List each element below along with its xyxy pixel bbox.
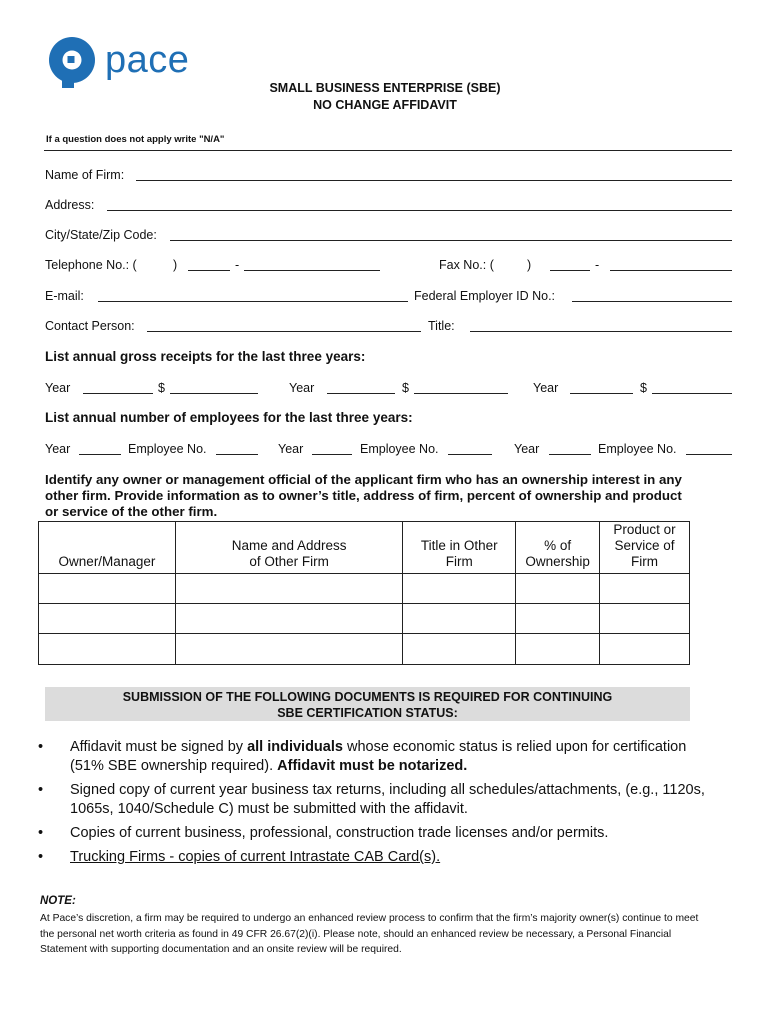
fax-label: Fax No.: ( xyxy=(439,258,494,272)
table-cell[interactable] xyxy=(600,634,690,665)
ownership-table xyxy=(38,521,690,665)
fein-label: Federal Employer ID No.: xyxy=(414,289,556,303)
bullet-icon: • xyxy=(38,849,44,865)
table-cell[interactable] xyxy=(175,604,402,634)
receipts-amount2-field[interactable] xyxy=(414,393,508,394)
receipts-amount3-field[interactable] xyxy=(652,393,732,394)
address-label: Address: xyxy=(45,198,95,212)
contact-person-field[interactable] xyxy=(147,331,421,332)
col-percent-ownership: % of Ownership xyxy=(516,522,600,574)
employees-year3-label: Year xyxy=(514,442,540,456)
contact-person-label: Contact Person: xyxy=(45,319,135,333)
fax-prefix-field[interactable] xyxy=(550,270,590,271)
email-field[interactable] xyxy=(98,301,408,302)
employees-year1-field[interactable] xyxy=(79,454,121,455)
table-row xyxy=(39,604,690,634)
receipts-dollar2-label: $ xyxy=(402,381,409,395)
employees-no2-field[interactable] xyxy=(448,454,492,455)
city-state-zip-field[interactable] xyxy=(170,240,732,241)
note-label: NOTE: xyxy=(40,895,76,907)
owner-heading-line3: or service of the other firm. xyxy=(45,504,218,519)
receipts-amount1-field[interactable] xyxy=(170,393,258,394)
receipts-heading: List annual gross receipts for the last three years: xyxy=(45,349,366,364)
table-cell[interactable] xyxy=(403,604,516,634)
table-header-row xyxy=(39,522,690,574)
receipts-dollar1-label: $ xyxy=(158,381,165,395)
telephone-close-paren: ) xyxy=(173,258,178,272)
table-cell[interactable] xyxy=(39,574,176,604)
table-cell[interactable] xyxy=(403,634,516,665)
submission-banner xyxy=(45,687,690,721)
form-title-line1: SMALL BUSINESS ENTERPRISE (SBE) xyxy=(269,81,501,95)
employees-no3-field[interactable] xyxy=(686,454,732,455)
requirements-list xyxy=(30,738,710,872)
table-cell[interactable] xyxy=(39,604,176,634)
telephone-dash: - xyxy=(235,258,240,272)
list-item: • Affidavit must be signed by all individuals whose economic status is relied upon for certification (51% SBE ownership required). Affidavit must be notarized. xyxy=(38,739,687,774)
table-cell[interactable] xyxy=(39,634,176,665)
bullet-icon: • xyxy=(38,825,44,841)
submission-line1: SUBMISSION OF THE FOLLOWING DOCUMENTS IS REQUIRED FOR CONTINUING xyxy=(122,690,613,704)
employees-heading: List annual number of employees for the last three years: xyxy=(45,410,413,425)
list-item: • Signed copy of current year business tax returns, including all schedules/attachments, (e.g., 1120s, 1065s, 1040/Schedule C) must be submitted with the affidavit. xyxy=(38,782,705,817)
name-of-firm-label: Name of Firm: xyxy=(45,168,125,182)
table-cell[interactable] xyxy=(175,634,402,665)
telephone-prefix-field[interactable] xyxy=(188,270,230,271)
employees-year2-label: Year xyxy=(278,442,304,456)
instruction-rule xyxy=(44,150,732,151)
note-text: At Pace’s discretion, a firm may be required to undergo an enhanced review process to confirm that the firm’s majority owner(s) continue to meet the personal net worth criteria as found in 49 CFR 26.67(2)(i). Please note, should an enhanced review be necessary, a Personal Financial Statement with supporting documentation and an onsite review will be required. xyxy=(40,913,699,955)
address-field[interactable] xyxy=(107,210,732,211)
table-cell[interactable] xyxy=(516,574,600,604)
fax-dash: - xyxy=(595,258,600,272)
col-owner-manager: Owner/Manager xyxy=(39,522,176,574)
name-of-firm-field[interactable] xyxy=(136,180,732,181)
fax-close-paren: ) xyxy=(527,258,532,272)
owner-heading-line2: other firm. Provide information as to owner’s title, address of firm, percent of ownership and product xyxy=(45,488,682,503)
table-cell[interactable] xyxy=(516,634,600,665)
city-state-zip-label: City/State/Zip Code: xyxy=(45,228,157,242)
form-title-line2: NO CHANGE AFFIDAVIT xyxy=(313,98,457,112)
bullet-icon: • xyxy=(38,782,44,798)
table-cell[interactable] xyxy=(516,604,600,634)
pace-logo-text: pace xyxy=(105,39,190,81)
table-cell[interactable] xyxy=(403,574,516,604)
receipts-dollar3-label: $ xyxy=(640,381,647,395)
list-item: • Trucking Firms - copies of current Intrastate CAB Card(s). xyxy=(38,849,441,865)
telephone-line-field[interactable] xyxy=(244,270,380,271)
table-row xyxy=(39,574,690,604)
receipts-year2-label: Year xyxy=(289,381,315,395)
list-item: • Copies of current business, professional, construction trade licenses and/or permits. xyxy=(38,825,609,841)
title-label: Title: xyxy=(428,319,455,333)
owner-heading-line1: Identify any owner or management official of the applicant firm who has an ownership interest in any xyxy=(45,472,682,487)
employees-no1-label: Employee No. xyxy=(128,442,207,456)
title-field[interactable] xyxy=(470,331,732,332)
receipts-year3-label: Year xyxy=(533,381,559,395)
table-cell[interactable] xyxy=(600,604,690,634)
table-row xyxy=(39,634,690,665)
telephone-label: Telephone No.: ( xyxy=(45,258,137,272)
employees-no1-field[interactable] xyxy=(216,454,258,455)
receipts-year1-field[interactable] xyxy=(83,393,153,394)
submission-line2: SBE CERTIFICATION STATUS: xyxy=(277,706,458,720)
bullet-icon: • xyxy=(38,739,44,755)
col-product-service: Product or Service of Firm xyxy=(600,522,690,574)
table-cell[interactable] xyxy=(175,574,402,604)
employees-no3-label: Employee No. xyxy=(598,442,677,456)
fein-field[interactable] xyxy=(572,301,732,302)
fax-line-field[interactable] xyxy=(610,270,732,271)
receipts-year2-field[interactable] xyxy=(327,393,395,394)
col-title-other-firm: Title in Other Firm xyxy=(403,522,516,574)
employees-year1-label: Year xyxy=(45,442,71,456)
email-label: E-mail: xyxy=(45,289,84,303)
table-cell[interactable] xyxy=(600,574,690,604)
employees-no2-label: Employee No. xyxy=(360,442,439,456)
employees-year3-field[interactable] xyxy=(549,454,591,455)
employees-year2-field[interactable] xyxy=(312,454,352,455)
receipts-year3-field[interactable] xyxy=(570,393,633,394)
receipts-year1-label: Year xyxy=(45,381,71,395)
instruction-text: If a question does not apply write "N/A" xyxy=(46,134,225,145)
col-name-address: Name and Address of Other Firm xyxy=(175,522,402,574)
